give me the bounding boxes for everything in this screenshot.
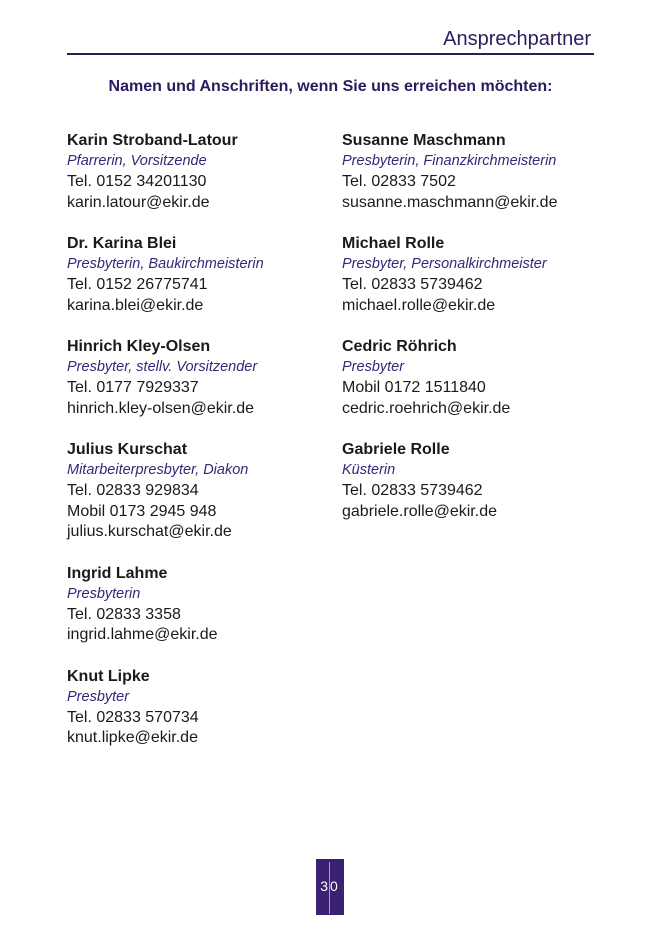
- contact-email[interactable]: karin.latour@ekir.de: [67, 193, 210, 211]
- contact-email[interactable]: hinrich.kley-olsen@ekir.de: [67, 399, 254, 417]
- contact-entry: [67, 440, 347, 543]
- contact-name: Karin Stroband-Latour: [67, 132, 238, 149]
- contact-phone: Mobil 0173 2945 948: [67, 502, 217, 520]
- contact-role: Presbyter: [342, 359, 405, 375]
- contact-name: Gabriele Rolle: [342, 441, 450, 458]
- contact-role: Presbyterin, Finanzkirchmeisterin: [342, 153, 557, 169]
- contact-role: Küsterin: [342, 462, 396, 478]
- contact-name: Knut Lipke: [67, 667, 150, 685]
- contact-phone: Tel. 0177 7929337: [67, 379, 199, 396]
- contact-email[interactable]: ingrid.lahme@ekir.de: [67, 626, 218, 643]
- contact-role: Pfarrerin, Vorsitzende: [67, 153, 207, 169]
- contact-email[interactable]: karina.blei@ekir.de: [67, 296, 204, 314]
- contact-role: Presbyterin, Baukirchmeisterin: [67, 256, 264, 272]
- page-number: 30: [320, 878, 340, 894]
- contact-column-left: [67, 131, 347, 770]
- contact-phone: Tel. 02833 3358: [67, 605, 181, 623]
- contact-email[interactable]: julius.kurschat@ekir.de: [67, 523, 232, 540]
- contact-phone: Tel. 02833 570734: [67, 708, 199, 726]
- contact-email[interactable]: susanne.maschmann@ekir.de: [342, 193, 558, 211]
- header-divider: [67, 53, 594, 55]
- contact-role: Presbyter, Personalkirchmeister: [342, 256, 547, 272]
- contact-email[interactable]: knut.lipke@ekir.de: [67, 729, 198, 746]
- contact-entry: [67, 337, 347, 419]
- contact-entry: [342, 131, 622, 213]
- contact-email[interactable]: cedric.roehrich@ekir.de: [342, 399, 511, 417]
- contact-name: Ingrid Lahme: [67, 564, 168, 582]
- contact-email[interactable]: michael.rolle@ekir.de: [342, 296, 496, 314]
- contact-phone: Tel. 0152 34201130: [67, 173, 207, 190]
- contact-name: Dr. Karina Blei: [67, 235, 177, 252]
- contact-phone: Tel. 02833 929834: [67, 482, 199, 499]
- contact-name: Julius Kurschat: [67, 441, 188, 458]
- contact-name: Hinrich Kley-Olsen: [67, 338, 211, 355]
- contact-role: Presbyter: [67, 688, 130, 705]
- contact-entry: [342, 337, 622, 419]
- page-title: Ansprechpartner: [443, 28, 591, 50]
- contact-phone: Tel. 02833 5739462: [342, 482, 483, 499]
- contact-entry: [342, 440, 622, 522]
- contact-phone: Mobil 0172 1511840: [342, 379, 486, 396]
- contact-phone: Tel. 0152 26775741: [67, 276, 208, 293]
- contact-phone: Tel. 02833 7502: [342, 173, 456, 190]
- contact-role: Presbyterin: [67, 585, 141, 602]
- page-subtitle: Namen und Anschriften, wenn Sie uns erreichen möchten:: [108, 78, 553, 95]
- contact-name: Cedric Röhrich: [342, 338, 457, 355]
- contact-entry: [67, 234, 347, 316]
- contact-role: Presbyter, stellv. Vorsitzender: [67, 359, 258, 375]
- contact-entry: [67, 131, 347, 213]
- contact-phone: Tel. 02833 5739462: [342, 276, 483, 293]
- contact-role: Mitarbeiterpresbyter, Diakon: [67, 462, 249, 478]
- contact-entry: [67, 667, 347, 749]
- contact-column-right: [342, 131, 622, 543]
- contact-name: Susanne Maschmann: [342, 132, 506, 149]
- contact-entry: [342, 234, 622, 316]
- contact-name: Michael Rolle: [342, 235, 445, 252]
- contact-email[interactable]: gabriele.rolle@ekir.de: [342, 502, 497, 520]
- contact-entry: [67, 564, 347, 646]
